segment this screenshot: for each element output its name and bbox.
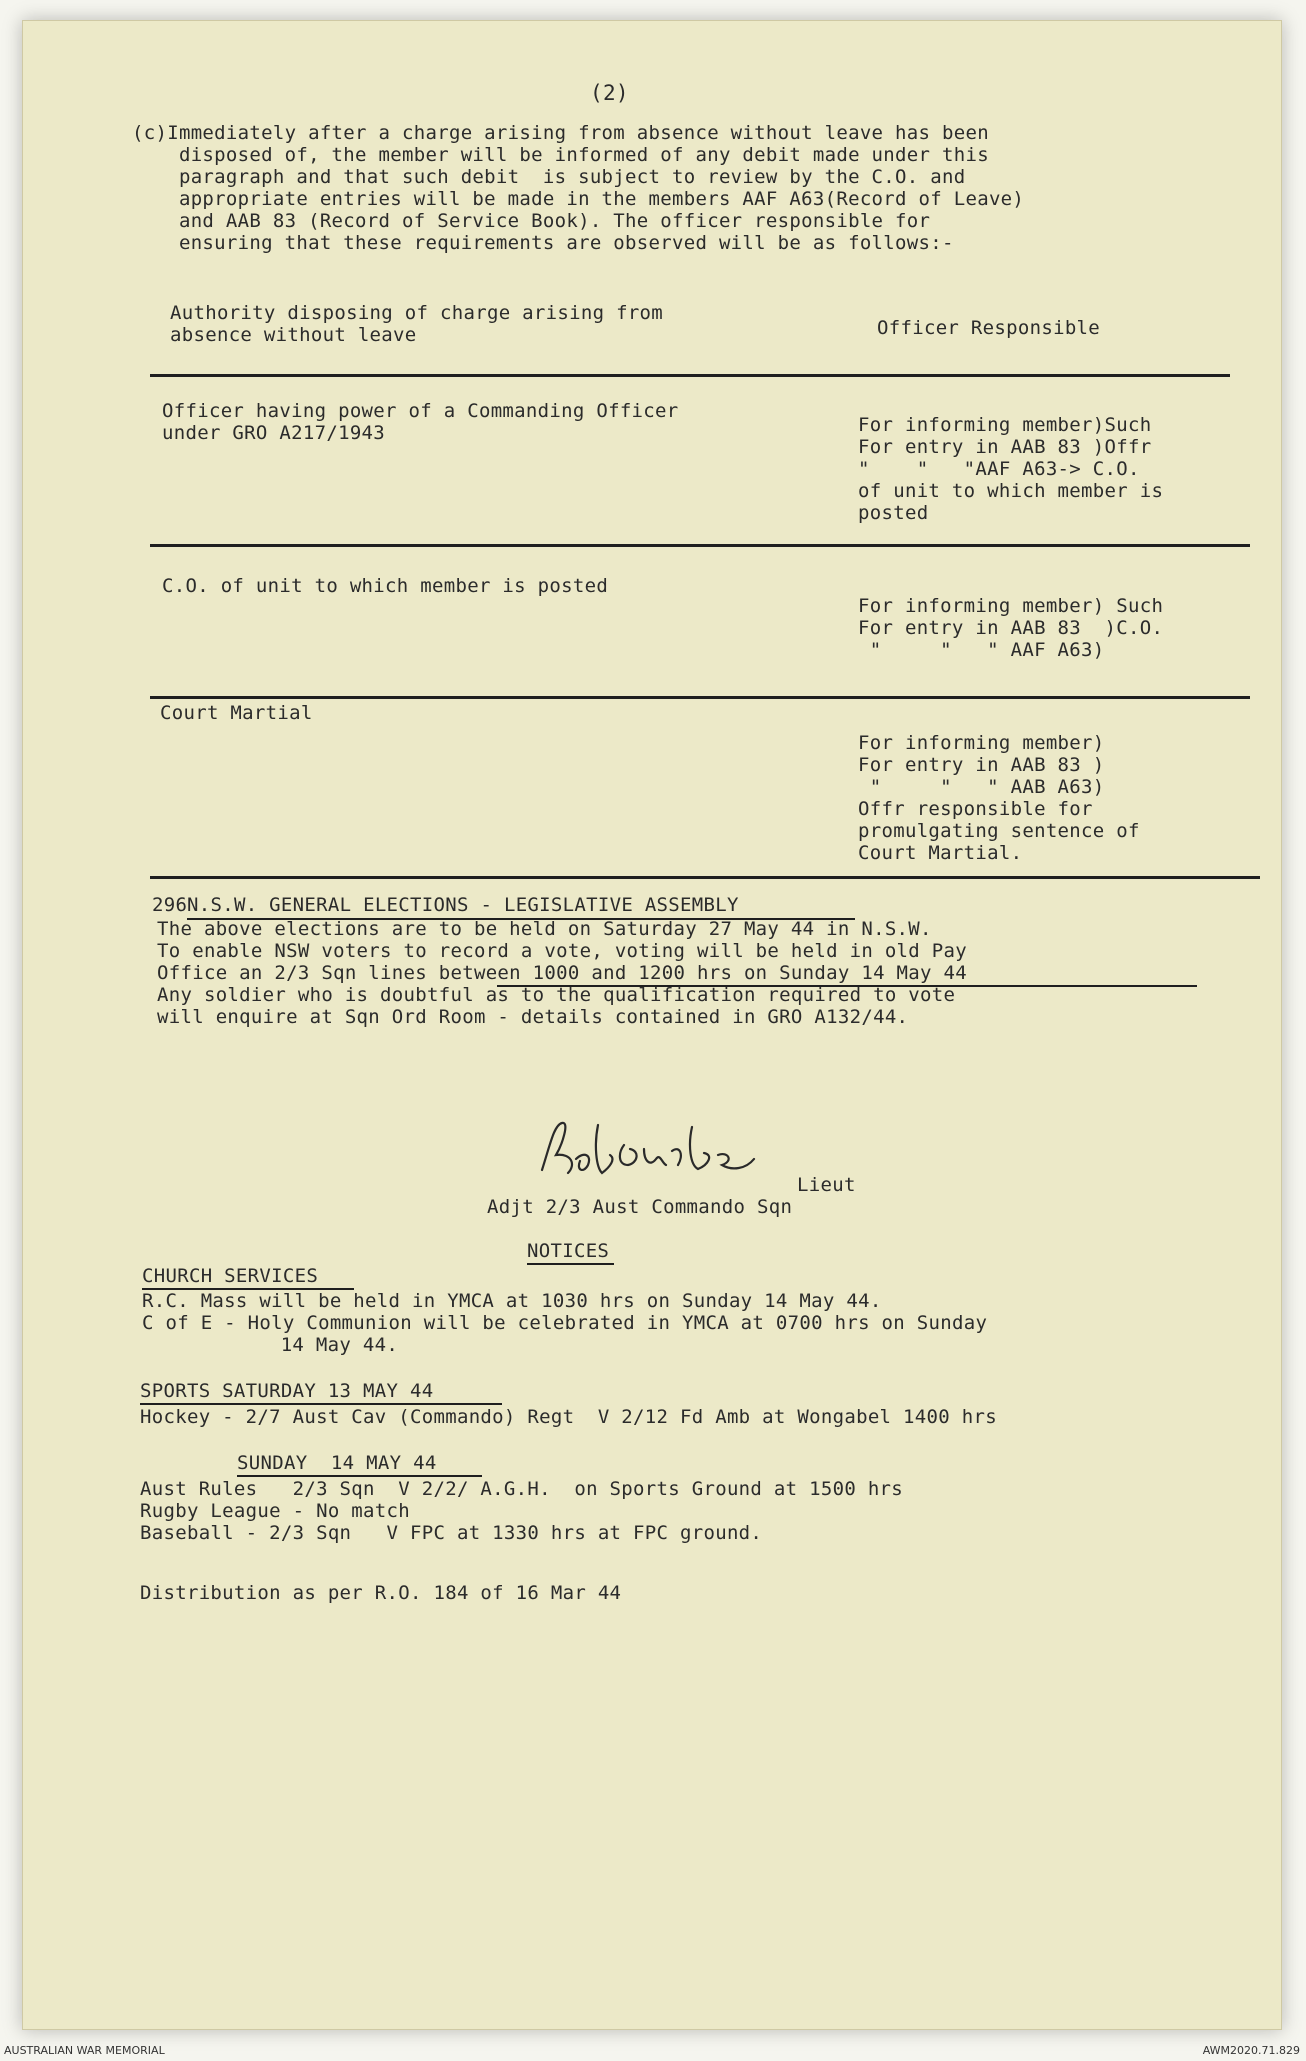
church-line: 14 May 44. bbox=[222, 1334, 399, 1356]
church-line: C of E - Holy Communion will be celebrated in YMCA at 0700 hrs on Sunday bbox=[142, 1312, 988, 1334]
para-296-line: Any soldier who is doubtful as to the qualification required to vote bbox=[157, 984, 956, 1006]
signature-rank: Lieut bbox=[797, 1174, 856, 1196]
para-296-heading: N.S.W. GENERAL ELECTIONS - LEGISLATIVE ASSEMBLY bbox=[187, 894, 739, 916]
heading-underline bbox=[527, 1263, 614, 1265]
table-header-left: Authority disposing of charge arising from bbox=[170, 302, 664, 324]
para-296-line: To enable NSW voters to record a vote, voting will be held in old Pay bbox=[157, 940, 967, 962]
table-row-right: posted bbox=[858, 502, 929, 524]
table-row-right: Offr responsible for bbox=[858, 798, 1093, 820]
table-row-left: Officer having power of a Commanding Officer bbox=[162, 400, 679, 422]
para-c-line: disposed of, the member will be informed of any debit made under this bbox=[132, 144, 989, 166]
table-divider bbox=[150, 696, 1250, 699]
signature-title: Adjt 2/3 Aust Commando Sqn bbox=[487, 1196, 793, 1218]
table-row-right: of unit to which member is bbox=[858, 480, 1164, 502]
para-c-line: and AAB 83 (Record of Service Book). The officer responsible for bbox=[132, 210, 931, 232]
table-row-right: For informing member) Such bbox=[858, 595, 1164, 617]
document-page bbox=[22, 20, 1282, 2030]
para-c-line: ensuring that these requirements are observed will be as follows:- bbox=[132, 232, 954, 254]
church-heading: CHURCH SERVICES bbox=[142, 1265, 319, 1287]
table-row-right: For entry in AAB 83 )C.O. bbox=[858, 617, 1164, 639]
table-row-right: " " "AAF A63-> C.O. bbox=[858, 458, 1140, 480]
heading-underline bbox=[140, 1403, 502, 1405]
table-row-right: Court Martial. bbox=[858, 842, 1023, 864]
distribution-line: Distribution as per R.O. 184 of 16 Mar 44 bbox=[140, 1582, 622, 1604]
table-row-right: " " " AAB A63) bbox=[858, 776, 1105, 798]
table-row-right: For informing member)Such bbox=[858, 414, 1152, 436]
table-row-right: For entry in AAB 83 ) bbox=[858, 754, 1105, 776]
church-line: R.C. Mass will be held in YMCA at 1030 hrs on Sunday 14 May 44. bbox=[142, 1290, 882, 1312]
table-divider bbox=[150, 544, 1250, 547]
para-296-line: Office an 2/3 Sqn lines between 1000 and 1200 hrs on Sunday 14 May 44 bbox=[157, 962, 967, 984]
notices-heading: NOTICES bbox=[527, 1240, 610, 1262]
para-296-number: 296 bbox=[152, 894, 188, 916]
para-c-line: paragraph and that such debit is subject to review by the C.O. and bbox=[132, 166, 966, 188]
handwritten-signature bbox=[532, 1115, 762, 1185]
table-header-right: Officer Responsible bbox=[877, 317, 1101, 339]
para-c-line: appropriate entries will be made in the members AAF A63(Record of Leave) bbox=[132, 188, 1025, 210]
table-row-right: " " " AAF A63) bbox=[858, 639, 1105, 661]
sunday-line: Rugby League - No match bbox=[140, 1500, 410, 1522]
sunday-line: Baseball - 2/3 Sqn V FPC at 1330 hrs at FPC ground. bbox=[140, 1522, 763, 1544]
footer-left: AUSTRALIAN WAR MEMORIAL bbox=[4, 2044, 165, 2057]
table-row-right: For informing member) bbox=[858, 732, 1105, 754]
table-row-left: C.O. of unit to which member is posted bbox=[162, 575, 609, 597]
sports-heading: SPORTS SATURDAY 13 MAY 44 bbox=[140, 1380, 434, 1402]
table-divider bbox=[150, 876, 1260, 879]
sports-saturday-line: Hockey - 2/7 Aust Cav (Commando) Regt V 2/12 Fd Amb at Wongabel 1400 hrs bbox=[140, 1406, 997, 1428]
para-296-line: will enquire at Sqn Ord Room - details contained in GRO A132/44. bbox=[157, 1006, 909, 1028]
page-number: (2) bbox=[590, 81, 629, 105]
table-row-right: promulgating sentence of bbox=[858, 820, 1140, 842]
heading-underline bbox=[237, 1475, 482, 1477]
table-row-left: under GRO A217/1943 bbox=[162, 422, 386, 444]
sunday-heading: SUNDAY 14 MAY 44 bbox=[237, 1452, 437, 1474]
table-row-right: For entry in AAB 83 )Offr bbox=[858, 436, 1152, 458]
table-header-left: absence without leave bbox=[170, 324, 417, 346]
para-c-line: (c)Immediately after a charge arising from absence without leave has been bbox=[132, 122, 989, 144]
sunday-line: Aust Rules 2/3 Sqn V 2/2/ A.G.H. on Sports Ground at 1500 hrs bbox=[140, 1478, 904, 1500]
footer-right: AWM2020.71.829 bbox=[1202, 2044, 1300, 2057]
table-row-left: Court Martial bbox=[160, 702, 313, 724]
para-296-line: The above elections are to be held on Saturday 27 May 44 in N.S.W. bbox=[157, 918, 932, 940]
table-divider bbox=[150, 374, 1230, 377]
